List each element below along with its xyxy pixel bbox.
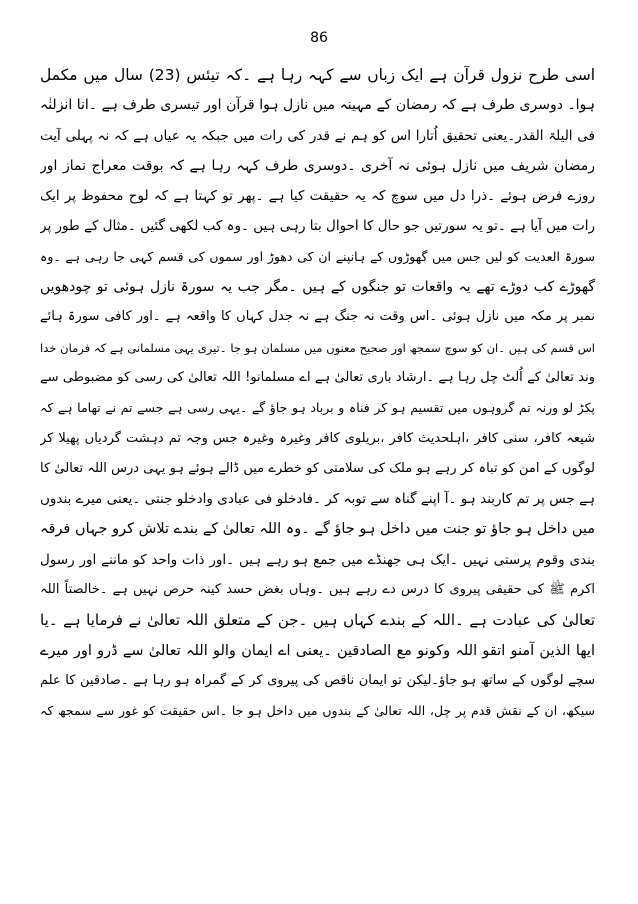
text-line: ایھا الذین آمنو اتقو اللہ وکونو مع الصادقین ۔یعنی اے ایمان والو اللہ تعالیٰ سے ڈرو اور میرے	[40, 642, 595, 659]
text-line: اس قسم کی ہیں ۔ان کو سوچ سمجھ اور صحیح معنوں میں مسلمان ہو جا ۔تیری یہی مسلمانی ہے کہ فرمان خدا	[40, 340, 595, 355]
text-line: سورۃ العدیت کو لیں جس میں گھوڑوں کے ہانپنے ان کی دھوڑ اور سموں کی قسم کہی جا رہی ہے ۔وہ	[40, 248, 595, 264]
text-line: فی الیلۃ القدر۔یعنی تحقیق اُتارا اس کو ہم نے قدر کی رات میں جبکہ یہ عیاں ہے کہ نہ پہلی آیت	[40, 127, 595, 144]
text-line: وند تعالیٰ کے اُلٹ چل رہا ہے ۔ارشاد باری تعالیٰ ہے اے مسلمانو! اللہ تعالیٰ کی رسی کو مضبوطی سے	[40, 369, 595, 385]
body-text	[40, 60, 595, 727]
text-line: ہوا۔ دوسری طرف ہے کہ رمضان کے مہینہ میں نازل ہوا قرآن اور تیسری طرف ہے ۔انا انزلنٰہ	[40, 97, 595, 114]
text-line: رمضان شریف میں نازل ہوئی نہ آخری ۔دوسری طرف کہہ رہا ہے کہ بوقت معراج نماز اور	[40, 157, 595, 174]
text-line: گھوڑے کب دوڑے تھے یہ واقعات تو جنگوں کے ہیں ۔مگر جب یہ سورۃ نازل ہوئی تو چودھویں	[40, 279, 595, 296]
page-number: 86	[310, 30, 328, 46]
text-line: اکرم ﷺ کی حقیقی پیروی کا درس دے رہے ہیں ۔وہاں بغض حسد کینہ حرص نہیں ہے ۔خالصتاً اللہ	[40, 582, 595, 598]
text-line: شیعہ کافر، سنی کافر ،اہلحدیث کافر ،بریلوی کافر وغیرہ وغیرہ جس وجہ تم دہشت گردیاں پھیلا کر	[40, 430, 595, 446]
text-line: تعالیٰ کی عبادت ہے ۔اللہ کے بندے کہاں ہیں ۔جن کے متعلق اللہ تعالیٰ نے فرمایا ہے ۔یا	[40, 611, 595, 630]
text-line: نمبر پر مکہ میں نازل ہوئی ۔اس وقت نہ جنگ ہے نہ جدل کہاں کا واقعہ ہے ۔اور کافی سورۃ ہائے	[40, 309, 595, 325]
text-line: پکڑ لو ورنہ تم گروہوں میں تقسیم ہو کر فناہ و برباد ہو جاؤ گے ۔یہی رسی ہے جسے تم نے تھاما ہے کہ	[40, 400, 595, 416]
text-line: اسی طرح نزول قرآن ہے ایک زباں سے کہہ رہا ہے ۔کہ تیئس (23) سال میں مکمل	[40, 66, 595, 84]
text-line: لوگوں کے امن کو تباہ کر رہے ہو ملک کی سلامتی کو خطرے میں ڈالے ہوئے ہو یہی درس اللہ تعالیٰ کا	[40, 460, 595, 476]
text-line: رات میں آیا ہے ۔تو یہ سورتیں جو حال کا احوال بتا رہی ہیں ۔وہ کب لکھی گئیں ۔مثال کے طور پر	[40, 218, 595, 235]
text-line: ہے جس پر تم کاربند ہو ۔آ اپنے گناہ سے توبہ کر ۔فادخلو فی عبادی وادخلو جنتی ۔یعنی میرے بندوں	[40, 491, 595, 508]
text-line: میں داخل ہو جاؤ تو جنت میں داخل ہو جاؤ گے ۔وہ اللہ تعالیٰ کے بندے تلاش کرو جہاں فرقہ	[40, 521, 595, 538]
text-line: بندی وقوم پرستی نہیں ۔ایک ہی جھنڈے میں جمع ہو رہے ہیں ۔اور ذات واحد کو ماننے اور رسول	[40, 551, 595, 568]
text-line: سیکھ، ان کے نقش قدم پر چل، اللہ تعالیٰ کے بندوں میں داخل ہو جا ۔اس حقیقت کو غور سے سمجھ کہ	[40, 703, 595, 719]
text-line: روزے فرض ہوئے ۔ذرا دل میں سوچ کہ یہ حقیقت کیا ہے ۔پھر تو کہتا ہے کہ لوح محفوظ پر ایک	[40, 188, 595, 205]
text-line: سچے لوگوں کے ساتھ ہو جاؤ۔لیکن تو ایمان ناقص کی پیروی کر کے گمراہ ہو رہا ہے ۔صادقین کا علم	[40, 672, 595, 688]
